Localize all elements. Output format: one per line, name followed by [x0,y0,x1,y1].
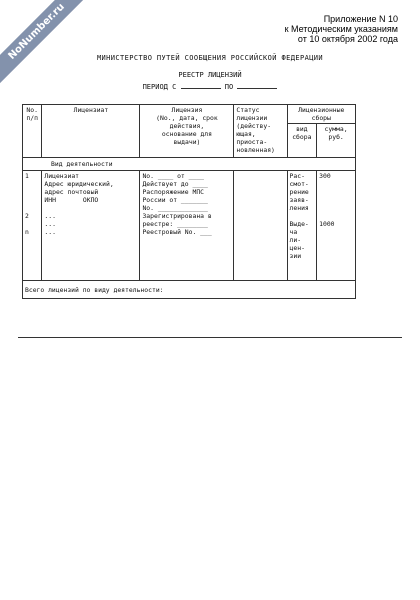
appendix-line: от 10 октября 2002 года [297,34,398,44]
header-license-fees: Лицензионные сборы [287,105,355,124]
activity-row: Вид деятельности [23,158,356,171]
row-numbers: 1 2 n [23,171,42,281]
watermark-ribbon: NoNumber.ru [0,0,97,92]
row-fee-sum: 300 1000 [317,171,356,281]
ministry-heading: МИНИСТЕРСТВО ПУТЕЙ СООБЩЕНИЯ РОССИЙСКОЙ ФЕДЕРАЦИИ [96,54,324,62]
appendix-line: Приложение N 10 [323,14,398,24]
header-fee-type: вид сбора [287,124,317,158]
row-fee-type: Рас- смот- рение заяв- ления Выде- ча ли- цен- зии [287,171,317,281]
period-prefix: ПЕРИОД С [142,83,177,91]
row-status [234,171,287,281]
header-status: Статус лицензии (действу- ющая, приоста- новленная) [234,105,287,158]
period-line [0,82,420,91]
row-licensee: Лицензиат Адрес юридический, адрес почтовый ИНН ОКПО ... ... ... [42,171,140,281]
header-licensee: Лицензиат [42,105,140,158]
registry-title: РЕЕСТР ЛИЦЕНЗИЙ [178,71,242,79]
appendix-note [285,14,398,44]
header-number: No. п/п [23,105,42,158]
total-row: Всего лицензий по виду деятельности: [23,281,356,299]
header-fee-sum: сумма, руб. [317,124,356,158]
bottom-rule [18,337,402,338]
row-license-details: No. ____ от ____ Действует до ____ Распоряжение МПС России от _______ No. _____________ Зарегистрирована в реестре: ________ Реестровый No. ___ [140,171,234,281]
period-middle: ПО [224,83,234,91]
period-from-blank [181,82,221,89]
header-license: Лицензия (No., дата, срок действия, основание для выдачи) [140,105,234,158]
license-registry-table [22,104,356,299]
appendix-line: к Методическим указаниям [284,24,398,34]
period-to-blank [237,82,277,89]
